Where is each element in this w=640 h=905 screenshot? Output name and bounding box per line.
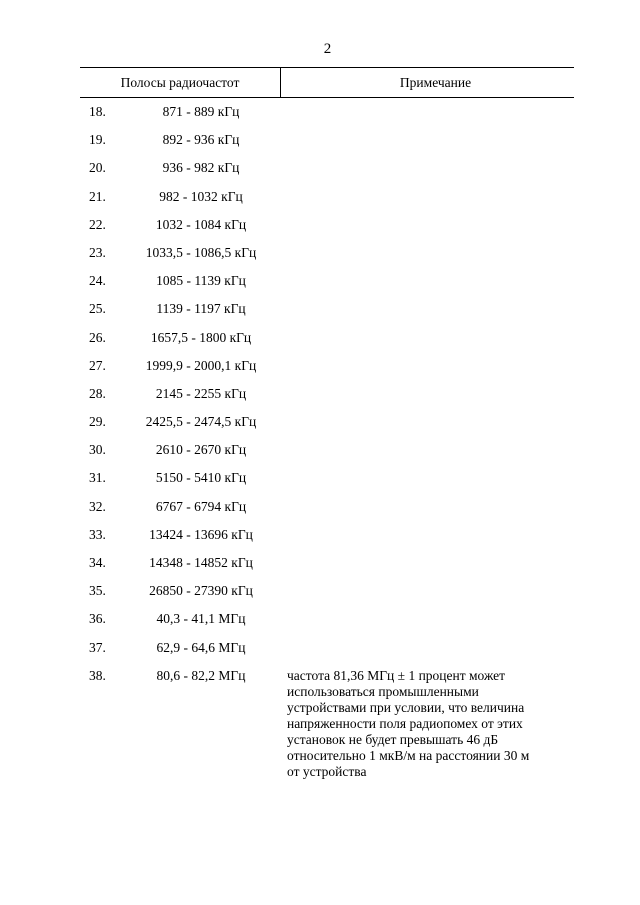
row-note [282,442,574,470]
row-band: 13424 - 13696 кГц [149,526,253,542]
table-row [80,527,574,555]
row-note [282,301,574,329]
row-number: 32. [89,498,106,514]
row-number: 34. [89,555,106,570]
table-row [80,160,574,188]
row-number: 27. [89,357,106,373]
row-band: 2610 - 2670 кГц [155,442,247,458]
row-band: 1085 - 1139 кГц [156,273,246,289]
table-row [80,132,574,160]
row-note [282,104,574,132]
table-header [80,67,574,98]
row-band: 5150 - 5410 кГц [155,470,247,486]
table-row [80,499,574,527]
row-note [282,132,574,160]
row-note [282,640,574,668]
row-band: 6767 - 6794 кГц [155,498,247,514]
header-bands: Полосы радиочастот [80,68,281,97]
row-band: 982 - 1032 кГц [159,188,243,204]
row-number: 31. [89,470,106,486]
row-number: 35. [89,583,106,599]
row-band: 892 - 936 кГц [162,132,240,148]
table-row [80,555,574,583]
table-row [80,470,574,498]
row-note [282,555,574,583]
table-row [80,189,574,217]
row-note [282,273,574,301]
row-number: 22. [89,216,106,232]
row-note [282,499,574,527]
table-row [80,386,574,414]
row-number: 19. [89,132,106,148]
table-row [80,301,574,329]
row-note: частота 81,36 МГц ± 1 процент может использоваться промышленными устройствами при условии, что величина напряженности поля радиопомех от этих установок не будет превышать 46 дБ относительно 1 мкВ/м на расстоянии 30 м от устройства [287,667,530,779]
page-number: 2 [323,41,332,57]
table-row [80,442,574,470]
row-band: 26850 - 27390 кГц [149,583,253,599]
row-number: 28. [89,385,106,401]
row-band: 2425,5 - 2474,5 кГц [145,414,257,430]
table-row [80,611,574,639]
row-band: 80,6 - 82,2 МГц [156,667,246,683]
row-band: 2145 - 2255 кГц [155,385,247,401]
row-band: 62,9 - 64,6 МГц [156,639,246,655]
row-note [282,414,574,442]
row-number: 30. [89,442,106,458]
row-band: 1999,9 - 2000,1 кГц [145,357,257,373]
row-number: 29. [89,414,106,430]
row-band: 1139 - 1197 кГц [156,301,246,317]
table-row [80,640,574,668]
row-band: 871 - 889 кГц [162,104,240,119]
header-note: Примечание [399,74,472,90]
row-number: 21. [89,188,106,204]
row-band: 40,3 - 41,1 МГц [156,611,246,627]
frequency-table [80,67,574,780]
row-note [282,611,574,639]
row-number: 37. [89,639,106,655]
table-row [80,330,574,358]
row-number: 24. [89,273,106,289]
row-number: 25. [89,301,106,317]
row-note [282,358,574,386]
table-body [80,104,574,780]
table-row [80,668,574,780]
row-number: 20. [89,160,106,176]
row-note [282,217,574,245]
row-note [282,330,574,358]
row-note [282,245,574,273]
row-band: 14348 - 14852 кГц [149,555,253,570]
row-note [282,160,574,188]
table-row [80,583,574,611]
row-note [282,386,574,414]
table-row [80,273,574,301]
table-row [80,217,574,245]
row-band: 936 - 982 кГц [162,160,240,176]
row-band: 1032 - 1084 кГц [155,216,247,232]
row-number: 23. [89,244,106,260]
row-number: 33. [89,526,106,542]
row-number: 26. [89,329,106,345]
row-number: 18. [89,104,106,119]
row-note [282,583,574,611]
row-note [282,189,574,217]
row-note [282,470,574,498]
table-row [80,358,574,386]
row-band: 1657,5 - 1800 кГц [150,329,252,345]
row-number: 36. [89,611,106,627]
table-row [80,104,574,132]
row-number: 38. [89,667,106,683]
table-row [80,245,574,273]
row-note [282,527,574,555]
table-row [80,414,574,442]
row-band: 1033,5 - 1086,5 кГц [145,244,257,260]
